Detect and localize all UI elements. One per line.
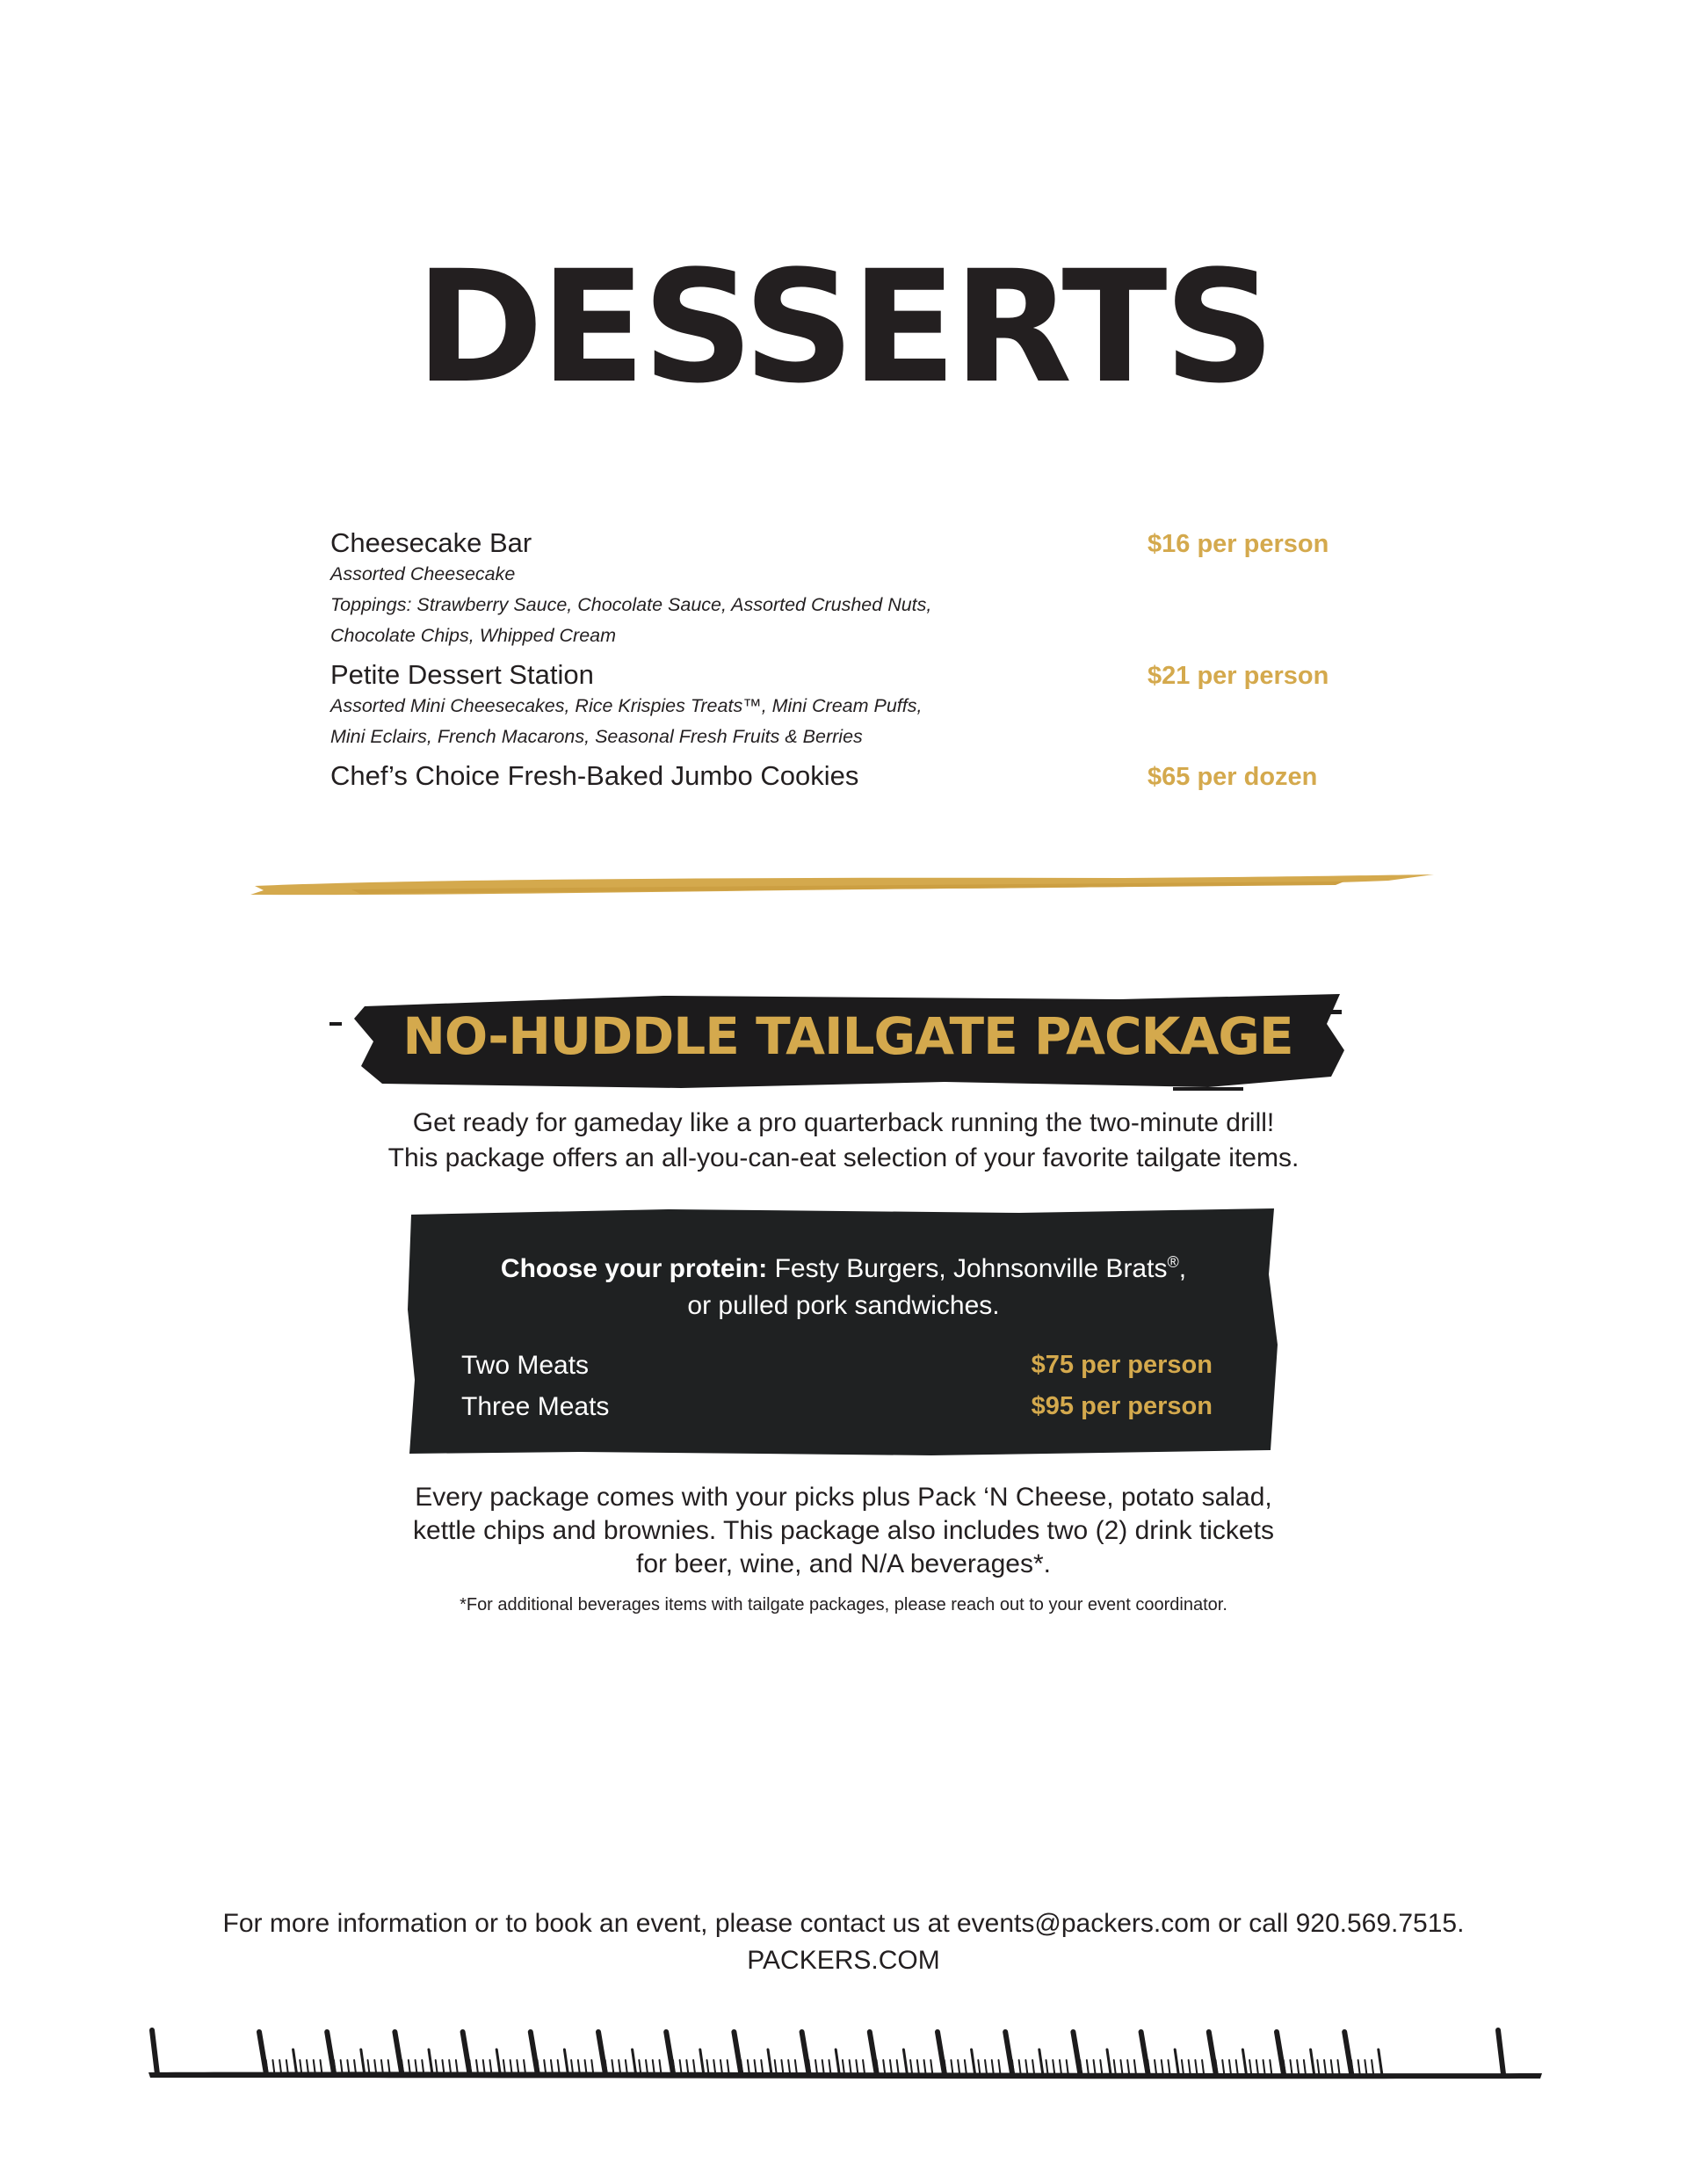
yard-tick [1107,2050,1111,2074]
yard-tick [1032,2060,1034,2074]
yard-tick [1182,2060,1184,2074]
yard-tick [775,2060,777,2074]
footnote: *For additional beverages items with tailgate packages, please reach out to your event coordinator. [460,1595,1227,1614]
yard-tick [1311,2050,1314,2074]
gold-brush-divider [246,872,1441,903]
meat-option-price: $95 per person [1031,1392,1213,1420]
yard-tick [768,2050,771,2074]
yard-tick [836,2050,839,2074]
yard-tick [829,2060,830,2074]
yard-tick [1094,2060,1096,2074]
yard-tick [1379,2050,1382,2074]
yard-tick [856,2060,858,2074]
meat-option-row [461,1386,1213,1427]
yard-tick [1067,2060,1068,2074]
yard-tick [863,2060,865,2074]
yard-tick [1134,2060,1136,2074]
yard-tick [1100,2060,1102,2074]
yard-tick [951,2060,952,2074]
yard-tick [361,2050,365,2074]
yard-tick [1358,2060,1360,2074]
yard-tick [802,2032,809,2074]
yard-tick [646,2060,648,2074]
yard-tick [395,2032,402,2074]
yard-tick [985,2060,987,2074]
yard-tick [883,2060,885,2074]
yard-tick [1189,2060,1191,2074]
yard-tick [870,2032,877,2074]
yard-tick [1141,2032,1148,2074]
yard-tick [1155,2060,1156,2074]
yard-tick [680,2060,682,2074]
yard-tick [822,2060,824,2074]
yard-tick [327,2032,334,2074]
yard-tick [1039,2050,1043,2074]
yard-tick [815,2060,817,2074]
dessert-menu [330,527,1350,792]
yard-tick [1127,2060,1129,2074]
yard-tick [728,2060,729,2074]
item-name: Cheesecake Bar [330,527,532,558]
item-price: $21 per person [1148,662,1329,690]
yard-tick [686,2060,688,2074]
yard-tick [843,2060,844,2074]
yard-tick [598,2032,605,2074]
yard-tick [1073,2032,1080,2074]
yard-tick [795,2060,797,2074]
yard-tick [972,2050,975,2074]
yard-tick [1222,2060,1224,2074]
yard-tick [748,2060,749,2074]
yard-tick [903,2050,907,2074]
yard-tick [707,2060,709,2074]
contact-info [88,1905,1599,1979]
yard-tick [1025,2060,1027,2074]
yard-tick [1202,2060,1204,2074]
yard-tick [938,2032,945,2074]
yard-tick [1324,2060,1326,2074]
protein-label: Choose your protein: [500,1254,768,1283]
yard-tick [1019,2060,1021,2074]
meat-option-row [461,1345,1213,1386]
package-note [264,1481,1423,1581]
intro-line: Get ready for gameday like a pro quarterback running the two-minute drill! [412,1108,1275,1137]
item-price: $16 per person [1148,530,1329,558]
yard-tick [1263,2060,1265,2074]
item-price: $65 per dozen [1148,763,1318,791]
meat-options [461,1345,1213,1427]
item-description: Assorted Cheesecake [330,563,516,584]
item-name: Chef’s Choice Fresh-Baked Jumbo Cookies [330,760,859,791]
yard-tick [788,2060,790,2074]
yard-tick [463,2032,470,2074]
yard-tick [965,2060,967,2074]
yard-tick [734,2032,741,2074]
yard-tick [1304,2060,1306,2074]
yard-tick [619,2060,620,2074]
intro-line: This package offers an all-you-can-eat selection of your favorite tailgate items. [387,1143,1300,1172]
menu-item [330,527,1350,659]
website: PACKERS.COM [747,1946,940,1975]
yard-tick [978,2060,980,2074]
item-description: Chocolate Chips, Whipped Cream [330,625,617,646]
yard-tick [1162,2060,1163,2074]
yard-tick [910,2060,912,2074]
yard-tick [1249,2060,1251,2074]
yard-tick [666,2032,673,2074]
yard-tick [1005,2032,1012,2074]
protein-options-line-2: or pulled pork sandwiches. [687,1291,1000,1320]
note-line: for beer, wine, and N/A beverages*. [636,1549,1051,1578]
yard-tick [1290,2060,1292,2074]
yard-tick [1046,2060,1048,2074]
yard-tick [720,2060,722,2074]
yard-tick [890,2060,892,2074]
yard-tick [659,2060,661,2074]
item-description: Assorted Mini Cheesecakes, Rice Krispies Treats™, Mini Cream Puffs, [330,695,923,716]
yard-tick [897,2060,899,2074]
protein-choice: Choose your protein: Festy Burgers, Johnsonville Brats®, or pulled pork sandwiches. [413,1244,1274,1324]
yard-tick [1209,2032,1216,2074]
yard-tick [958,2060,959,2074]
yard-tick [700,2050,704,2074]
yard-tick [924,2060,926,2074]
yard-tick [755,2060,757,2074]
yard-tick [1087,2060,1089,2074]
yard-tick [1168,2060,1169,2074]
yard-tick [1297,2060,1299,2074]
yard-tick [1337,2060,1339,2074]
yard-tick [992,2060,994,2074]
yard-tick [1175,2050,1178,2074]
yard-tick [1277,2032,1284,2074]
yard-tick [761,2060,763,2074]
yard-tick [1053,2060,1054,2074]
yard-tick [639,2060,641,2074]
yard-tick [1229,2060,1231,2074]
item-name: Petite Dessert Station [330,659,594,690]
note-line: Every package comes with your picks plus Pack ‘N Cheese, potato salad, [415,1483,1272,1512]
yard-tick [1195,2060,1197,2074]
yard-tick [1114,2060,1116,2074]
meat-option-name: Two Meats [461,1350,590,1380]
tailgate-intro [264,1106,1423,1176]
page-title: DESSERTS [415,237,1272,417]
meat-option-price: $75 per person [1031,1351,1213,1379]
yard-tick [429,2050,432,2074]
yard-tick [781,2060,783,2074]
yard-tick [930,2060,932,2074]
yard-tick [1344,2032,1351,2074]
item-description: Toppings: Strawberry Sauce, Chocolate Sauce, Assorted Crushed Nuts, [330,594,932,615]
yard-tick [850,2060,851,2074]
yard-tick [1236,2060,1238,2074]
registered-mark: ® [1167,1253,1179,1271]
menu-item [330,659,1350,760]
yard-tick [1317,2060,1319,2074]
yard-tick [998,2060,1000,2074]
yard-tick [1120,2060,1122,2074]
yard-tick [1365,2060,1366,2074]
yard-tick [1242,2050,1246,2074]
yard-tick [633,2050,636,2074]
yard-tick [1060,2060,1061,2074]
yard-tick [653,2060,655,2074]
yard-tick [259,2032,266,2074]
protein-options: Festy Burgers, Johnsonville Brats [767,1254,1168,1283]
menu-item [330,760,1350,792]
yard-tick [917,2060,919,2074]
yard-tick [1256,2060,1258,2074]
yard-tick [1498,2030,1503,2074]
yard-tick [713,2060,715,2074]
yard-tick [496,2050,500,2074]
item-description: Mini Eclairs, French Macarons, Seasonal Fresh Fruits & Berries [330,726,863,747]
yard-tick [531,2032,538,2074]
note-line: kettle chips and brownies. This package also includes two (2) drink tickets [413,1516,1274,1545]
meat-option-name: Three Meats [461,1391,610,1421]
yard-tick [152,2030,157,2074]
contact-text: For more information or to book an event, please contact us at events@packers.com or call 920.569.7515. [222,1909,1465,1938]
yard-tick [1372,2060,1373,2074]
yard-tick [626,2060,627,2074]
tailgate-title: NO-HUDDLE TAILGATE PACKAGE [402,1006,1293,1066]
yard-tick [612,2060,613,2074]
yard-tick [293,2050,297,2074]
yard-line-decoration [145,2020,1551,2090]
yard-tick [564,2050,568,2074]
yard-tick [1331,2060,1333,2074]
yard-tick [1270,2060,1271,2074]
yard-tick [693,2060,695,2074]
